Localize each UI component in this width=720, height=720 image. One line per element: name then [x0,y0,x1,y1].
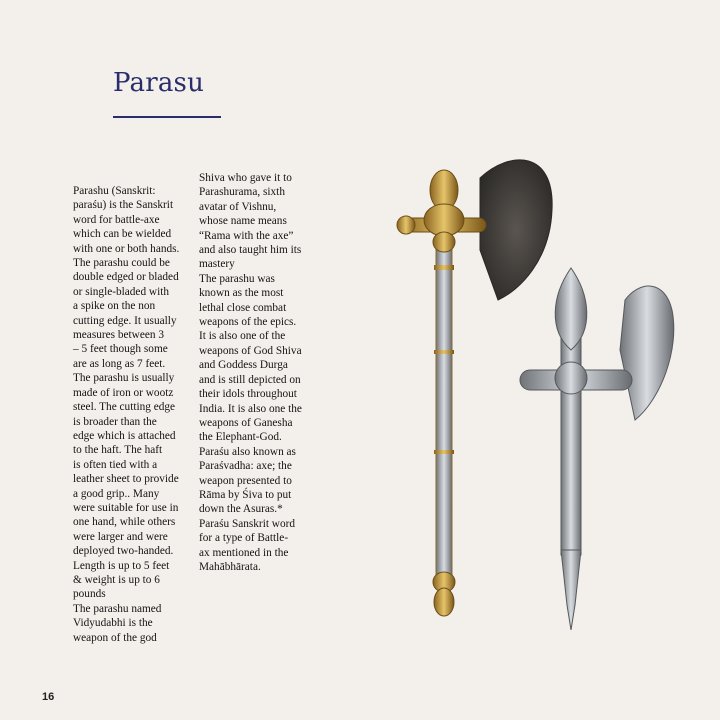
page-number: 16 [42,691,55,703]
body-column-2: Shiva who gave it to Parashurama, sixth avatar of Vishnu, whose name means “Rama with the axe” and also taught him its mastery The parashu was known as the most lethal close combat weapons of the epics. It is also one of the weapons of God Shiva and Goddess Durga and is still depicted on their idols throughout India. It is also one the weapons of Ganesha the Elephant-God. Paraśu also known as Paraśvadha: axe; the weapon presented to Rāma by Śiva to put down the Asuras.* Paraśu Sanskrit word for a type of Battle- ax mentioned in the Mahābhārata. [199,172,302,573]
body-column-1: Parashu (Sanskrit: paraśu) is the Sanskrit word for battle-axe which can be wielded with one or both hands. The parashu could be double edged or bladed or single-bladed with a spike on the non cutting edge. It usually measures between 3 – 5 feet though some are as long as 7 feet. The parashu is usually made of iron or wootz steel. The cutting edge is broader than the edge which is attached to the haft. The haft is often tied with a leather sheet to provide a good grip.. Many were suitable for use in one hand, while others were larger and were deployed two-handed. Length is up to 5 feet & weight is up to 6 pounds The parashu named Vidyudabhi is the weapon of the god [73,185,180,644]
parasu-axes-illustration [380,150,700,630]
title-underline [113,116,221,118]
page-title: Parasu [113,68,205,98]
silver-axe-icon [520,268,674,630]
